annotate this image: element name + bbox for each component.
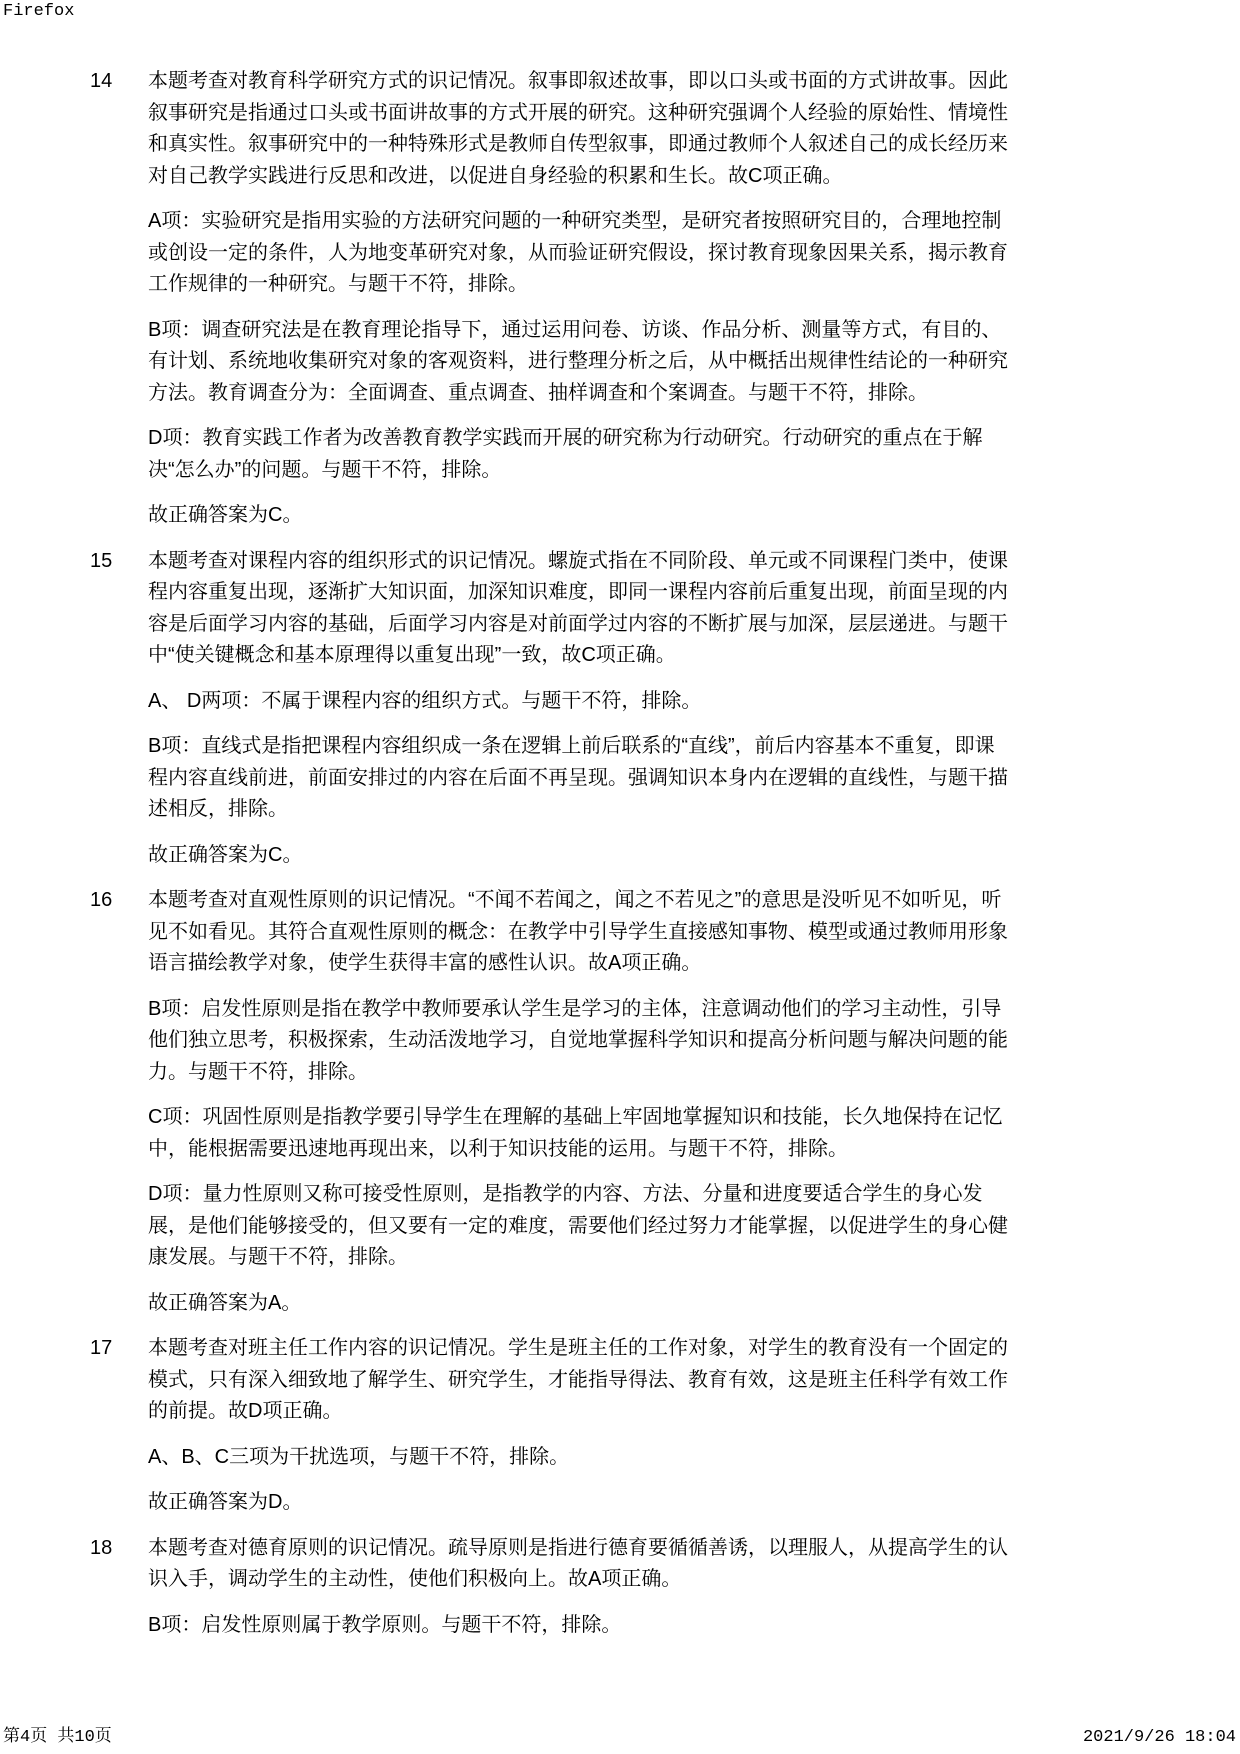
item-paragraph: 本题考查对班主任工作内容的识记情况。学生是班主任的工作对象，对学生的教育没有一个固定的模式，只有深入细致地了解学生、研究学生，才能指导得法、教育有效，这是班主任科学有效工作的前提。故D项正确。 xyxy=(148,1337,1008,1422)
item-paragraph: 本题考查对直观性原则的识记情况。“不闻不若闻之，闻之不若见之”的意思是没听见不如听见，听见不如看见。其符合直观性原则的概念：在教学中引导学生直接感知事物、模型或通过教师用形象语言描绘教学对象，使学生获得丰富的感性认识。故A项正确。 xyxy=(148,889,1008,974)
item-paragraph: A、 D两项：不属于课程内容的组织方式。与题干不符，排除。 xyxy=(148,689,702,712)
item-number: 16 xyxy=(90,889,113,911)
print-footer xyxy=(3,1727,1236,1749)
item-number: 14 xyxy=(90,70,113,92)
item-paragraph: 故正确答案为A。 xyxy=(148,1291,302,1314)
item-paragraph: A、B、C三项为干扰选项，与题干不符，排除。 xyxy=(148,1445,570,1468)
item-body xyxy=(148,546,1014,886)
item-body xyxy=(148,1333,1014,1533)
item-number: 17 xyxy=(90,1337,113,1359)
item-paragraph: 故正确答案为D。 xyxy=(148,1491,303,1513)
item-paragraph: 本题考查对德育原则的识记情况。疏导原则是指进行德育要循循善诱，以理服人，从提高学生的认识入手，调动学生的主动性，使他们积极向上。故A项正确。 xyxy=(148,1536,1008,1590)
answer-item xyxy=(0,885,1240,1333)
answer-item xyxy=(0,546,1240,886)
item-number: 15 xyxy=(90,549,113,572)
item-paragraph: C项：巩固性原则是指教学要引导学生在理解的基础上牢固地掌握知识和技能，长久地保持在记忆中，能根据需要迅速地再现出来，以利于知识技能的运用。与题干不符，排除。 xyxy=(148,1106,1003,1160)
answer-item xyxy=(0,1533,1240,1656)
item-paragraph: D项：教育实践工作者为改善教育教学实践而开展的研究称为行动研究。行动研究的重点在于解决“怎么办”的问题。与题干不符，排除。 xyxy=(148,427,983,481)
item-body xyxy=(148,1533,1014,1656)
item-paragraph: 故正确答案为C。 xyxy=(148,504,303,526)
page-number-label: 第4页 共10页 xyxy=(3,1728,112,1747)
print-header-title: Firefox xyxy=(3,2,75,21)
item-paragraph: D项：量力性原则又称可接受性原则，是指教学的内容、方法、分量和进度要适合学生的身心发展，是他们能够接受的，但又要有一定的难度，需要他们经过努力才能掌握，以促进学生的身心健康发展。与题干不符，排除。 xyxy=(148,1183,1008,1268)
item-paragraph: B项：启发性原则是指在教学中教师要承认学生是学习的主体，注意调动他们的学习主动性，引导他们独立思考，积极探索，生动活泼地学习，自觉地掌握科学知识和提高分析问题与解决问题的能力。与题干不符，排除。 xyxy=(148,997,1008,1083)
item-paragraph: B项：调查研究法是在教育理论指导下，通过运用问卷、访谈、作品分析、测量等方式，有目的、有计划、系统地收集研究对象的客观资料，进行整理分析之后，从中概括出规律性结论的一种研究方法。教育调查分为：全面调查、重点调查、抽样调查和个案调查。与题干不符，排除。 xyxy=(148,318,1008,404)
print-timestamp: 2021/9/26 18:04 xyxy=(1082,1728,1236,1747)
item-paragraph: B项：启发性原则属于教学原则。与题干不符，排除。 xyxy=(148,1613,622,1636)
item-number: 18 xyxy=(90,1536,113,1559)
item-paragraph: A项：实验研究是指用实验的方法研究问题的一种研究类型，是研究者按照研究目的，合理地控制或创设一定的条件，人为地变革研究对象，从而验证研究假设，探讨教育现象因果关系，揭示教育工作规律的一种研究。与题干不符，排除。 xyxy=(148,210,1008,295)
answer-item xyxy=(0,66,1240,546)
item-paragraph: B项：直线式是指把课程内容组织成一条在逻辑上前后联系的“直线”，前后内容基本不重复，即课程内容直线前进，前面安排过的内容在后面不再呈现。强调知识本身内在逻辑的直线性，与题干描述相反，排除。 xyxy=(148,735,1008,820)
answer-explanation-list xyxy=(0,66,1240,1655)
item-paragraph: 故正确答案为C。 xyxy=(148,843,303,866)
item-body xyxy=(148,885,1014,1333)
item-body xyxy=(148,66,1014,546)
item-paragraph: 本题考查对课程内容的组织形式的识记情况。螺旋式指在不同阶段、单元或不同课程门类中，使课程内容重复出现，逐渐扩大知识面，加深知识难度，即同一课程内容前后重复出现，前面呈现的内容是后面学习内容的基础，后面学习内容是对前面学过内容的不断扩展与加深，层层递进。与题干中“使关键概念和基本原理得以重复出现”一致，故C项正确。 xyxy=(148,549,1008,666)
answer-item xyxy=(0,1333,1240,1533)
item-paragraph: 本题考查对教育科学研究方式的识记情况。叙事即叙述故事，即以口头或书面的方式讲故事。因此叙事研究是指通过口头或书面讲故事的方式开展的研究。这种研究强调个人经验的原始性、情境性和真实性。叙事研究中的一种特殊形式是教师自传型叙事，即通过教师个人叙述自己的成长经历来对自己教学实践进行反思和改进，以促进自身经验的积累和生长。故C项正确。 xyxy=(148,70,1008,187)
